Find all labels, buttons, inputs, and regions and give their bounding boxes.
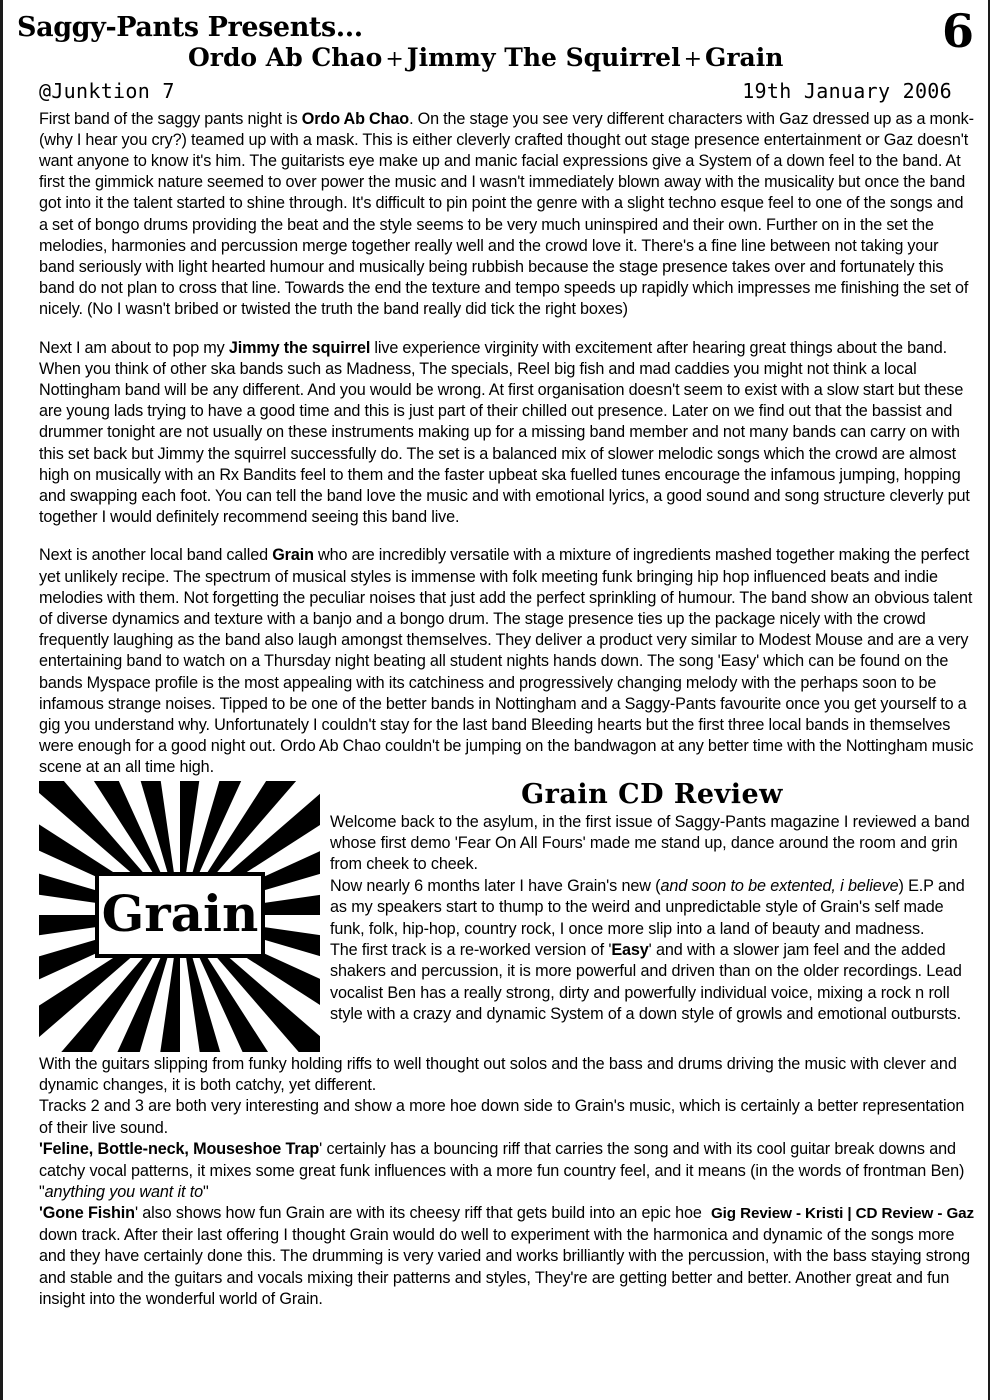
p1-seg2: . On the stage you see very different characters with Gaz dressed up as a monk- (why I hear you cry?) teamed up with a mask. This is either cleverly crafted thought out stage presence entertainment or Gaz doesn't want anyone to know it's him. The guitarists eye make up and manic facial expressions give a System of a down feel to the band. At first the gimmick nature seemed to over power the music and I wasn't immediately blown away with the musicality but once the band got into it the talent started to shine through. It's difficult to pin point the genre with a slight techno esque feel to one of the songs and a set of bongo drums providing the beat and the style seems to be very much uninspired and their own. Further on in the set the melodies, harmonies and percussion merge together really well and the crowd love it. There's a fine line between not taking your band seriously with light hearted humour and musically being rubbish because the stage presence takes over and fortunately this band do not plan to cross that line. Towards the end the texture and tempo speeds up rapidly which impresses me finishing the set of nicely. (No I wasn't bribed or twisted the truth the band really did tick the right boxes)	[39, 109, 974, 319]
plus-separator-2: +	[683, 47, 703, 73]
cd-p7-seg1: ' also shows how fun Grain are with its cheesy riff that gets build into an epic hoe down track. After their last offering I thought Grain would do well to experiment with the harmonica and dynamic of the songs more and they have certainly done this. The drumming is very varied and works brilliantly with the percussion, with the bass staying strong and stable and the guitars and vocals mixing their patterns and styles, They're are getting better and better. Another great and fun insight into the wonderful world of Grain.	[39, 1204, 971, 1309]
p2-band-name: Jimmy the squirrel	[228, 338, 371, 357]
band-name-2: Jimmy The Squirrel	[406, 43, 681, 73]
cd-review-section	[3, 779, 988, 1311]
cd-paragraph-6	[39, 1139, 974, 1203]
paragraph-jimmy-the-squirrel	[39, 338, 974, 529]
event-date: 19th January 2006	[742, 78, 952, 103]
cd-paragraph-1: Welcome back to the asylum, in the first issue of Saggy-Pants magazine I reviewed a band whose first demo 'Fear On All Fours' made me stand up, dance around the room and grin from cheek to cheek.	[330, 812, 970, 874]
cd-paragraph-5: Tracks 2 and 3 are both very interesting and show a more hoe down side to Grain's music, which is certainly a better representation of their live sound.	[39, 1097, 965, 1137]
grain-sunburst-logo	[39, 781, 320, 1052]
cd-p6-track-feline: 'Feline, Bottle-neck, Mouseshoe Trap	[39, 1140, 320, 1159]
band-lineup	[13, 44, 966, 72]
p3-seg1: Next is another local band called	[39, 546, 273, 565]
band-name-3: Grain	[705, 43, 784, 73]
cd-p2-italic: and soon to be extented, i believe	[660, 876, 899, 895]
band-name-1: Ordo Ab Chao	[188, 43, 383, 73]
cd-p3-seg2: ' and with a slower jam feel and the added shakers and percussion, it is more powerful and driven than on the older recordings. Lead vocalist Ben has a really strong, dirty and powerfully individual voice, mixing a rock n roll style with a crazy and dynamic System of a down style of growls and emotional outbursts.	[330, 941, 962, 1024]
venue-label: @Junktion 7	[39, 78, 175, 103]
masthead	[3, 0, 988, 103]
page-number: 6	[941, 4, 974, 58]
p1-seg1: First band of the saggy pants night is	[39, 109, 302, 128]
cd-p6-seg2: "	[202, 1183, 209, 1202]
cd-p6-seg1: ' certainly has a bouncing riff that carries the song and with its cool guitar break downs and catchy vocal patterns, it mixes some great funk influences with a more fun country feel, and it means (in the words of frontman Ben) "	[39, 1140, 965, 1202]
cd-p7-track-gone-fishin: 'Gone Fishin	[39, 1204, 135, 1223]
page-title: Saggy-Pants Presents...	[17, 12, 363, 43]
cd-review-float-wrap	[39, 779, 974, 1054]
p2-seg1: Next I am about to pop my	[39, 338, 229, 357]
p3-band-name: Grain	[272, 546, 314, 565]
cd-p2-seg1: Now nearly 6 months later I have Grain's new (	[330, 876, 661, 895]
cd-p6-italic-quote: anything you want it to	[44, 1183, 203, 1202]
cd-paragraph-7	[39, 1203, 974, 1310]
grain-logo-text: Grain	[101, 883, 259, 943]
cd-paragraph-4: With the guitars slipping from funky holding riffs to well thought out solos and the bass and drums driving the music with clever and dynamic changes, it is both catchy, yet different.	[39, 1054, 957, 1095]
cd-review-heading: Grain CD Review	[521, 778, 783, 810]
paragraph-grain	[39, 545, 974, 778]
cd-p2-seg2: ) E.P and as my speakers start to thump to the weird and unpredictable style of Grain's self made funk, folk, hip-hop, country rock, I once more slip into a land of beauty and madness.	[330, 876, 965, 938]
cd-p3-seg1: The first track is a re-worked version of '	[330, 941, 612, 960]
plus-separator-1: +	[385, 47, 404, 73]
gig-review-body	[3, 103, 988, 779]
p2-seg2: live experience virginity with excitement after hearing great things about the band. When you think of other ska bands such as Madness, The specials, Reel big fish and mad caddies you might not think a local Nottingham band will be any different. And you would be wrong. At first organisation doesn't seem to exist with a slow start but these are young lads trying to have a good time and this is just part of their chilled out presence. Later on we find out that the bassist and drummer tonight are not usually on these instruments making up for a missing band member and not many bands can carry on with this set back but Jimmy the squirrel successfully do. The set is a balanced mix of slower melodic songs which the crowd are almost high on musically with an Rx Bandits feel to them and the faster upbeat ska fuelled tunes encourage the infamous jumping, hopping and swapping each foot. You can tell the band love the music and with emotional lyrics, a good sound and song structure cleverly put together I would definitely recommend seeing this band live.	[39, 338, 970, 527]
p1-band-name: Ordo Ab Chao	[301, 109, 410, 128]
venue-date-row	[13, 73, 966, 103]
cd-p3-track-easy: Easy	[611, 941, 649, 960]
paragraph-ordo-ab-chao	[39, 109, 974, 321]
p3-seg2: who are incredibly versatile with a mixture of ingredients mashed together making the perfect yet unlikely recipe. The spectrum of musical styles is immense with folk meeting funk bringing hip hop influenced beats and indie melodies with them. Not forgetting the peculiar noises that just add the perfect sprinkling of humour. The band show an obvious talent of diverse dynamics and texture with a banjo and a bongo drum. The stage presence ties up the package nicely with the crowd frequently laughing as the band also laugh amongst themselves. They deliver a product very similar to Modest Mouse and are a very entertaining band to watch on a Thursday night beating all student nights hands down. The song 'Easy' which can be found on the bands Myspace profile is the most appealing with its catchiness and progressively changing melody with the perhaps soon to be infamous strange noises. Tipped to be one of the better bands in Nottingham and a Saggy-Pants favourite once you get yourself to a gig you understand why. Unfortunately I couldn't stay for the last band Bleeding hearts but the first three local bands in themselves were enough for a good night out. Ordo Ab Chao couldn't be jumping on the bandwagon at any better time with the Nottingham music scene at an all time high.	[39, 546, 974, 777]
grain-logo-svg	[39, 781, 320, 1052]
credits-byline: Gig Review - Kristi | CD Review - Gaz	[710, 1205, 974, 1223]
